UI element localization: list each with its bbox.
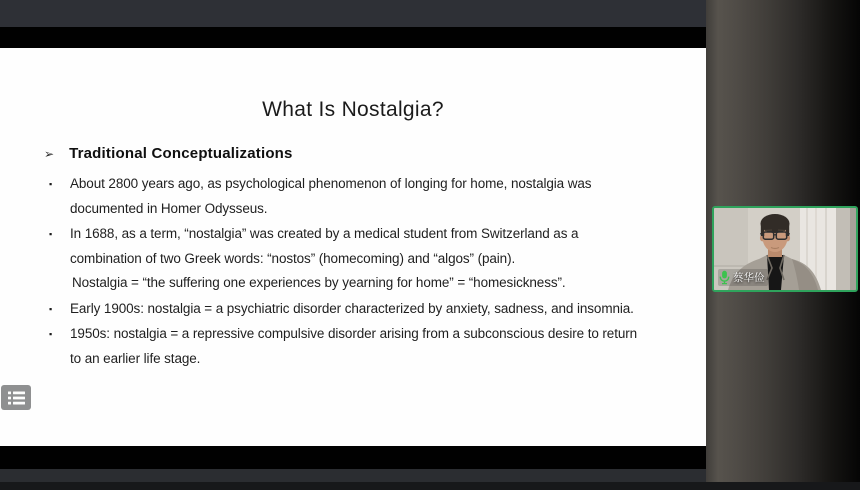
slide-section-heading-row xyxy=(44,145,293,162)
participant-name: 蔡华俭 xyxy=(733,271,765,284)
participant-name-tag xyxy=(718,269,768,286)
thumbnail-panel-toggle-button[interactable] xyxy=(1,385,31,410)
bottom-bar xyxy=(0,469,706,482)
bullet-text: In 1688, as a term, “nostalgia” was created by a medical student from Switzerland as a combination of two Greek words: “nostos” (homecoming) and “algos” (pain). xyxy=(70,226,579,266)
slide-bullet-list xyxy=(48,172,648,372)
square-bullet-icon: ▪ xyxy=(49,303,53,314)
square-bullet-icon: ▪ xyxy=(49,329,53,339)
top-bar xyxy=(0,0,706,27)
slide-bullet-item xyxy=(48,297,648,322)
square-bullet-icon: ▪ xyxy=(49,179,53,189)
bullet-text: Early 1900s: nostalgia = a psychiatric disorder characterized by anxiety, sadness, and insomnia. xyxy=(70,300,634,316)
microphone-icon xyxy=(719,270,730,285)
top-letterbox xyxy=(0,27,706,48)
slide-title: What Is Nostalgia? xyxy=(262,98,444,121)
slide-bullet-item xyxy=(48,322,648,371)
shared-slide xyxy=(0,48,706,446)
bullet-text: About 2800 years ago, as psychological phenomenon of longing for home, nostalgia was documented in Homer Odysseus. xyxy=(70,176,592,216)
bullet-text: 1950s: nostalgia = a repressive compulsive disorder arising from a subconscious desire to return to an earlier life stage. xyxy=(70,326,638,366)
bottom-letterbox xyxy=(0,446,706,469)
arrow-bullet-icon: ➢ xyxy=(44,146,55,161)
square-bullet-icon: ▪ xyxy=(49,229,53,239)
slide-bullet-item xyxy=(48,222,648,296)
list-icon xyxy=(8,391,25,405)
bullet-subtext: Nostalgia = “the suffering one experiences by yearning for home” = “homesickness”. xyxy=(72,275,566,290)
slide-bullet-item xyxy=(48,172,648,221)
slide-section-heading: Traditional Conceptualizations xyxy=(69,145,293,162)
bottom-edge-strip xyxy=(0,482,860,490)
participant-video-tile[interactable] xyxy=(712,206,858,292)
